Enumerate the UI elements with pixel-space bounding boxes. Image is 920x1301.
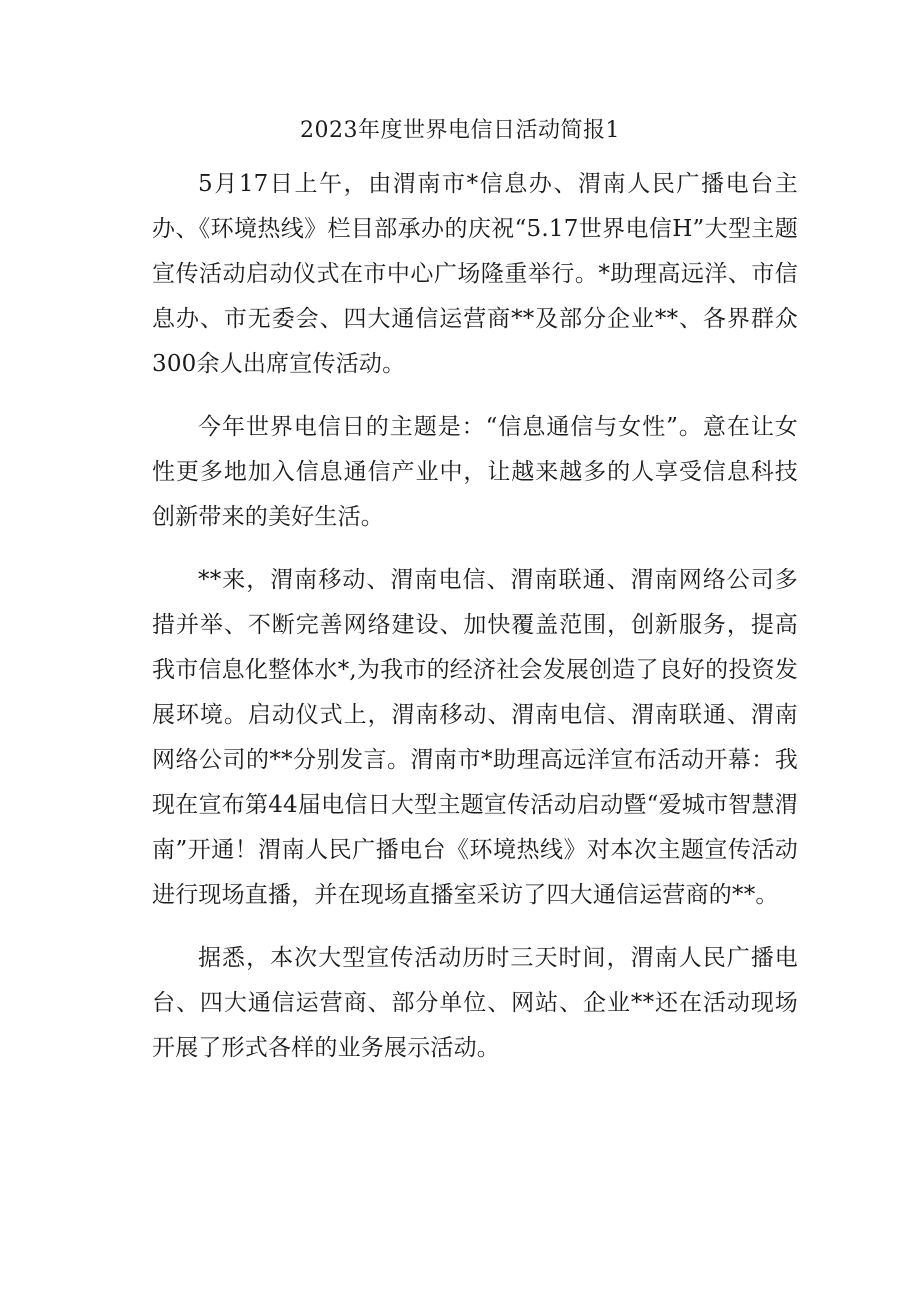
- paragraph-2: 今年世界电信日的主题是：“信息通信与女性”。意在让女性更多地加入信息通信产业中，让越来越多的人享受信息科技创新带来的美好生活。: [152, 414, 798, 530]
- document-title: 2023年度世界电信日活动简报1: [300, 118, 620, 143]
- document-body: [152, 162, 798, 1089]
- paragraph-3: **来，渭南移动、渭南电信、渭南联通、渭南网络公司多措并举、不断完善网络建设、加快覆盖范围，创新服务，提高我市信息化整体水*,为我市的经济社会发展创造了良好的投资发展环境。启动仪式上，渭南移动、渭南电信、渭南联通、渭南网络公司的**分别发言。渭南市*助理高远洋宣布活动开幕：我现在宣布第44届电信日大型主题宣传活动启动暨“爱城市智慧渭南”开通！渭南人民广播电台《环境热线》对本次主题宣传活动进行现场直播，并在现场直播室采访了四大通信运营商的**。: [152, 567, 798, 908]
- paragraph-1: 5月17日上午，由渭南市*信息办、渭南人民广播电台主办、《环境热线》栏目部承办的庆祝“5.17世界电信H”大型主题宣传活动启动仪式在市中心广场隆重举行。*助理高远洋、市信息办、市无委会、四大通信运营商**及部分企业**、各界群众300余人出席宣传活动。: [152, 171, 798, 377]
- paragraph-4: 据悉，本次大型宣传活动历时三天时间，渭南人民广播电台、四大通信运营商、部分单位、网站、企业**还在活动现场开展了形式各样的业务展示活动。: [152, 945, 798, 1061]
